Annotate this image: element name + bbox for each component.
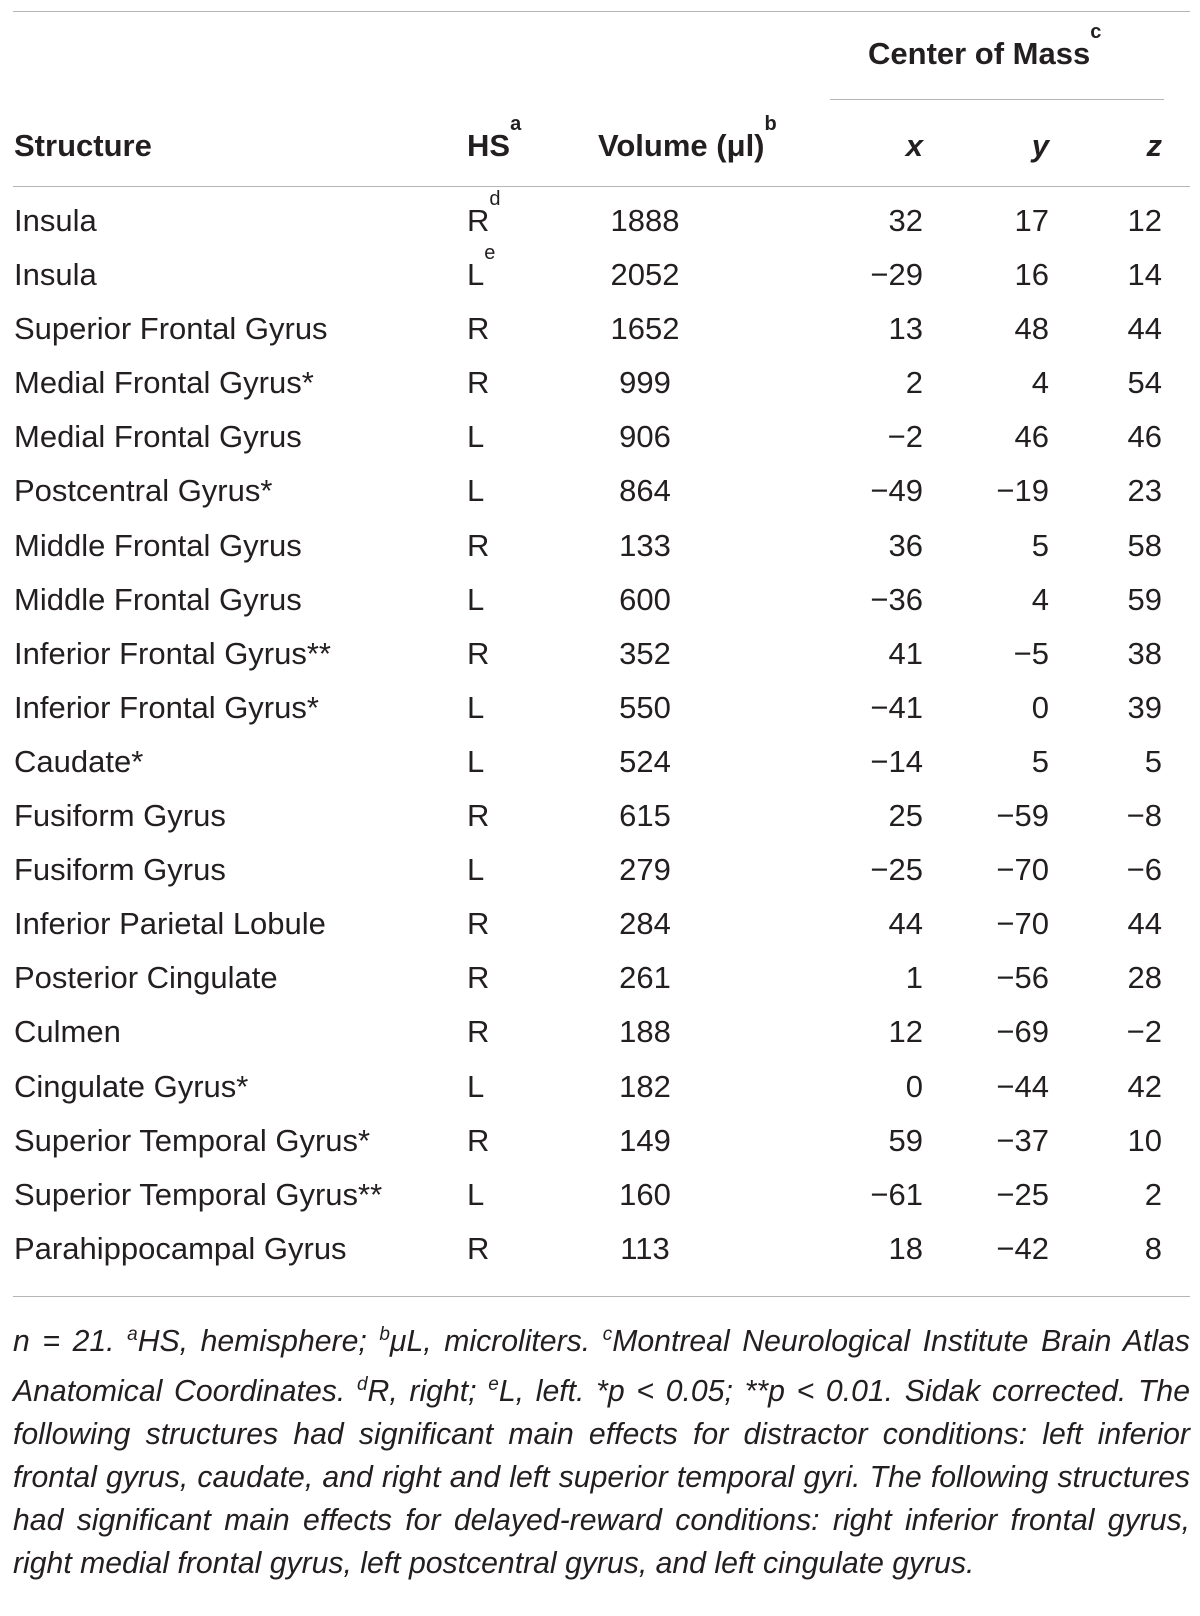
z-cell: 2 <box>1144 1176 1162 1212</box>
y-cell: −37 <box>996 1122 1049 1158</box>
bottom-rule <box>13 1296 1190 1297</box>
structure-cell: Superior Temporal Gyrus** <box>14 1176 383 1212</box>
table-row <box>0 1123 1200 1177</box>
x-cell: −36 <box>870 581 923 617</box>
x-cell: 44 <box>888 906 923 942</box>
table-row <box>0 960 1200 1014</box>
hs-value: R <box>467 635 490 671</box>
x-column-header: x <box>905 128 923 163</box>
table-body <box>0 188 1200 1285</box>
x-cell: 36 <box>888 527 923 563</box>
z-column-header: z <box>1146 128 1162 163</box>
volume-cell: 2052 <box>610 257 680 293</box>
structure-cell: Superior Frontal Gyrus <box>14 311 328 347</box>
y-cell: 48 <box>1014 311 1049 347</box>
hs-value: R <box>467 311 490 347</box>
hs-value: R <box>467 906 490 942</box>
structure-cell: Medial Frontal Gyrus* <box>14 365 314 401</box>
structure-cell: Insula <box>14 257 97 293</box>
hs-value: R <box>467 1122 490 1158</box>
volume-cell: 279 <box>619 852 671 888</box>
hs-value: L <box>467 1068 485 1104</box>
footnote-marker: e <box>488 1374 499 1396</box>
y-cell: −70 <box>996 852 1049 888</box>
table-row <box>0 188 1200 257</box>
y-cell: 17 <box>1014 203 1049 238</box>
z-cell: 46 <box>1127 419 1162 455</box>
structure-cell: Insula <box>14 203 97 238</box>
structure-column-header: Structure <box>14 128 152 163</box>
structure-cell: Posterior Cingulate <box>14 960 278 996</box>
x-cell: 32 <box>888 203 923 238</box>
volume-cell: 284 <box>619 906 671 942</box>
volume-cell: 1652 <box>610 311 680 347</box>
hs-value: R <box>467 1014 490 1050</box>
y-cell: −5 <box>1013 635 1049 671</box>
hs-cell <box>467 311 489 347</box>
structure-cell: Inferior Frontal Gyrus** <box>14 635 331 671</box>
y-cell: 0 <box>1031 689 1049 725</box>
volume-cell: 188 <box>619 1014 671 1050</box>
volume-cell: 1888 <box>610 203 680 238</box>
y-cell: −19 <box>996 473 1049 509</box>
hs-cell <box>467 419 484 455</box>
footnote-marker: a <box>127 1324 138 1345</box>
x-cell: 59 <box>888 1122 923 1158</box>
table-row <box>0 528 1200 582</box>
header-rule <box>13 186 1190 187</box>
y-cell: −44 <box>996 1068 1049 1104</box>
z-cell: −2 <box>1126 1014 1162 1050</box>
hs-value: L <box>467 743 485 779</box>
table-row <box>0 1014 1200 1068</box>
center-of-mass-header: Center of Mass$^c$ <box>868 21 1102 71</box>
top-rule <box>13 11 1190 12</box>
z-cell: 44 <box>1127 906 1162 942</box>
table-row <box>0 242 1200 311</box>
footnote-text: Montreal Neurological Institute Brain Atlas Anatomical Coordinates. <box>13 1325 1191 1409</box>
z-cell: 28 <box>1127 960 1162 996</box>
x-cell: −41 <box>870 689 923 725</box>
volume-cell: 160 <box>619 1176 671 1212</box>
y-cell: 5 <box>1031 743 1049 779</box>
x-cell: 12 <box>888 1014 923 1050</box>
z-cell: 23 <box>1127 473 1162 509</box>
hs-cell <box>467 636 489 672</box>
table-row <box>0 1069 1200 1123</box>
hs-column-header: $HS^a$ <box>467 113 522 163</box>
footnote-text: n = 21. <box>13 1325 128 1359</box>
x-cell: 1 <box>905 960 923 996</box>
table-footnote <box>13 1313 1190 1585</box>
x-cell: 18 <box>888 1230 923 1266</box>
volume-cell: 864 <box>619 473 671 509</box>
volume-cell: 524 <box>619 743 671 779</box>
hs-cell <box>467 744 484 780</box>
y-cell: −25 <box>996 1176 1049 1212</box>
table-row <box>0 582 1200 636</box>
volume-cell: 600 <box>619 581 671 617</box>
z-cell: 10 <box>1127 1122 1162 1158</box>
x-cell: 41 <box>888 635 923 671</box>
hs-value: L <box>467 473 485 509</box>
structure-cell: Middle Frontal Gyrus <box>14 581 302 617</box>
volume-cell: 906 <box>619 419 671 455</box>
z-cell: 42 <box>1127 1068 1162 1104</box>
hs-cell <box>467 473 484 509</box>
table-row <box>0 419 1200 473</box>
hs-cell <box>467 906 489 942</box>
footnote-text: μL, microliters. <box>389 1325 603 1359</box>
footnote-text: L, left. *p < 0.05; **p < 0.01. Sidak corrected. The following structures had significant main effects for distractor conditions: left inferior frontal gyrus, caudate, and right and left superior temporal gyri. The following structures had significant main effects for delayed-reward conditions: right inferior frontal gyrus, right medial frontal gyrus, left postcentral gyrus, and left cingulate gyrus. <box>13 1375 1190 1581</box>
x-cell: −2 <box>887 419 923 455</box>
x-cell: 2 <box>905 365 923 401</box>
z-cell: 54 <box>1127 365 1162 401</box>
center-of-mass-rule <box>830 99 1164 100</box>
structure-cell: Superior Temporal Gyrus* <box>14 1122 371 1158</box>
z-cell: −6 <box>1126 852 1162 888</box>
structure-cell: Fusiform Gyrus <box>14 852 226 888</box>
table-row <box>0 906 1200 960</box>
hs-value: L <box>467 852 485 888</box>
hs-cell <box>467 960 489 996</box>
x-cell: −29 <box>870 257 923 293</box>
z-cell: 44 <box>1127 311 1162 347</box>
table-row <box>0 690 1200 744</box>
hs-value: L <box>467 1176 485 1212</box>
table-row <box>0 1231 1200 1285</box>
hs-value: L <box>467 257 485 293</box>
y-cell: 4 <box>1031 365 1049 401</box>
structure-cell: Medial Frontal Gyrus <box>14 419 302 455</box>
hs-value: R <box>467 203 490 238</box>
volume-cell: 615 <box>619 798 671 834</box>
hs-footnote-marker: e <box>484 242 496 265</box>
hs-cell <box>467 1014 489 1050</box>
hs-cell <box>467 188 501 239</box>
volume-column-header: Volume $(\mu l)^b$ <box>598 113 777 163</box>
table-row <box>0 744 1200 798</box>
volume-cell: 550 <box>619 689 671 725</box>
structure-cell: Inferior Parietal Lobule <box>14 906 326 942</box>
volume-cell: 352 <box>619 635 671 671</box>
footnote-marker: b <box>379 1324 390 1345</box>
hs-cell <box>467 852 484 888</box>
hs-cell <box>467 798 489 834</box>
structure-cell: Caudate* <box>14 743 144 779</box>
x-cell: −14 <box>870 743 923 779</box>
volume-cell: 149 <box>619 1122 671 1158</box>
z-cell: −8 <box>1126 798 1162 834</box>
hs-cell <box>467 528 489 564</box>
hs-value: L <box>467 581 485 617</box>
structure-cell: Middle Frontal Gyrus <box>14 527 302 563</box>
table-row <box>0 473 1200 527</box>
x-cell: −25 <box>870 852 923 888</box>
hs-cell <box>467 1069 484 1105</box>
table-row <box>0 798 1200 852</box>
volume-cell: 133 <box>619 527 671 563</box>
table-row <box>0 365 1200 419</box>
structure-cell: Parahippocampal Gyrus <box>14 1230 347 1266</box>
x-cell: −61 <box>870 1176 923 1212</box>
hs-cell <box>467 1177 484 1213</box>
z-cell: 59 <box>1127 581 1162 617</box>
z-cell: 58 <box>1127 527 1162 563</box>
table-row <box>0 311 1200 365</box>
x-cell: 13 <box>888 311 923 347</box>
footnote-text: R, right; <box>367 1375 489 1409</box>
y-cell: 4 <box>1031 581 1049 617</box>
y-cell: 16 <box>1014 257 1049 293</box>
y-cell: 5 <box>1031 527 1049 563</box>
y-cell: −70 <box>996 906 1049 942</box>
x-cell: −49 <box>870 473 923 509</box>
volume-cell: 999 <box>619 365 671 401</box>
hs-footnote-marker: d <box>489 188 501 210</box>
z-cell: 5 <box>1144 743 1162 779</box>
z-cell: 14 <box>1127 257 1162 293</box>
structure-cell: Postcentral Gyrus* <box>14 473 273 509</box>
y-cell: −42 <box>996 1230 1049 1266</box>
structure-cell: Culmen <box>14 1014 121 1050</box>
table-row <box>0 1177 1200 1231</box>
y-cell: −69 <box>996 1014 1049 1050</box>
hs-cell <box>467 1231 489 1267</box>
hs-value: R <box>467 365 490 401</box>
z-cell: 38 <box>1127 635 1162 671</box>
table-row <box>0 636 1200 690</box>
hs-value: R <box>467 527 490 563</box>
y-cell: 46 <box>1014 419 1049 455</box>
table-row <box>0 852 1200 906</box>
hs-cell <box>467 582 484 618</box>
structure-cell: Cingulate Gyrus* <box>14 1068 249 1104</box>
footnote-text: HS, hemisphere; <box>137 1325 380 1359</box>
hs-cell <box>467 242 496 293</box>
hs-value: L <box>467 419 485 455</box>
hs-cell <box>467 690 484 726</box>
y-cell: −56 <box>996 960 1049 996</box>
hs-cell <box>467 1123 489 1159</box>
z-cell: 12 <box>1127 203 1162 238</box>
z-cell: 8 <box>1144 1230 1162 1266</box>
z-cell: 39 <box>1127 689 1162 725</box>
volume-cell: 261 <box>619 960 671 996</box>
volume-cell: 113 <box>620 1230 670 1266</box>
hs-value: L <box>467 689 485 725</box>
structure-cell: Fusiform Gyrus <box>14 798 226 834</box>
structure-cell: Inferior Frontal Gyrus* <box>14 689 319 725</box>
footnote-marker: d <box>356 1374 368 1396</box>
x-cell: 0 <box>905 1068 923 1104</box>
hs-value: R <box>467 960 490 996</box>
hs-value: R <box>467 1230 490 1266</box>
y-cell: −59 <box>996 798 1049 834</box>
hs-cell <box>467 365 489 401</box>
x-cell: 25 <box>888 798 923 834</box>
y-column-header: y <box>1031 128 1049 163</box>
footnote-marker: c <box>602 1324 613 1345</box>
volume-cell: 182 <box>619 1068 671 1104</box>
hs-value: R <box>467 798 490 834</box>
